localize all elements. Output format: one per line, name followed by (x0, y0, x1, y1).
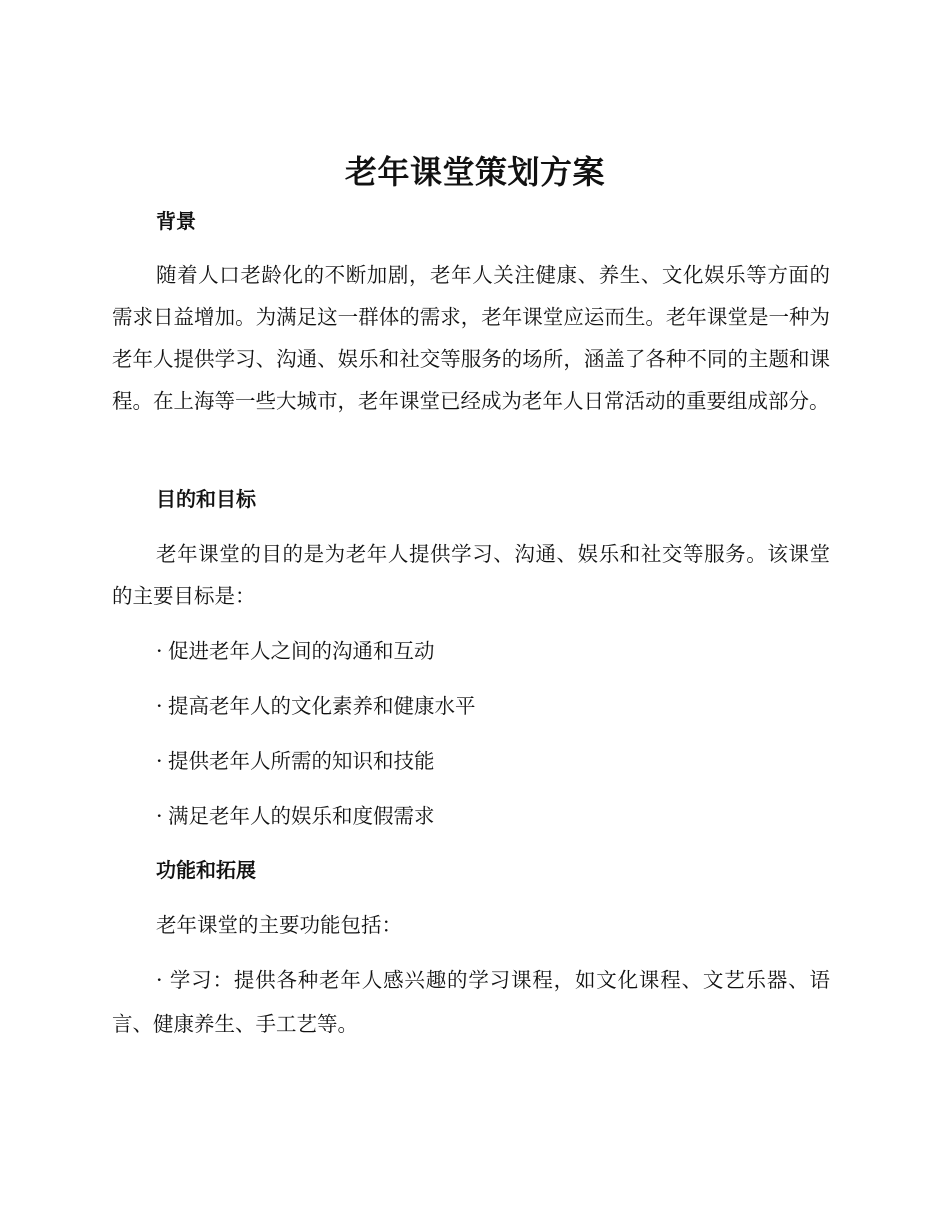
list-item (156, 691, 476, 721)
bullet-glyph: · (156, 694, 163, 718)
list-item (156, 636, 435, 666)
list-item-text: 提高老年人的文化素养和健康水平 (168, 694, 476, 718)
functions-paragraph: 老年课堂的主要功能包括： (156, 913, 402, 937)
list-item-text: 满足老年人的娱乐和度假需求 (168, 804, 435, 828)
section-heading-functions: 功能和拓展 (156, 858, 256, 882)
page-title: 老年课堂策划方案 (344, 153, 605, 191)
list-item (156, 801, 435, 831)
goals-paragraph: 老年课堂的目的是为老年人提供学习、沟通、娱乐和社交等服务。该课堂的主要目标是： (112, 542, 830, 608)
section-heading-background: 背景 (156, 209, 196, 233)
bullet-glyph: · (156, 804, 163, 828)
list-item-text: 提供老年人所需的知识和技能 (168, 749, 435, 773)
bullet-glyph: · (156, 749, 163, 773)
section-heading-goals: 目的和目标 (156, 487, 256, 511)
background-paragraph: 随着人口老龄化的不断加剧，老年人关注健康、养生、文化娱乐等方面的需求日益增加。为满足这一群体的需求，老年课堂应运而生。老年课堂是一种为老年人提供学习、沟通、娱乐和社交等服务的场所，涵盖了各种不同的主题和课程。在上海等一些大城市，老年课堂已经成为老年人日常活动的重要组成部分。 (112, 263, 830, 413)
list-item (156, 746, 435, 776)
functions-list-item: · 学习：提供各种老年人感兴趣的学习课程，如文化课程、文艺乐器、语言、健康养生、手工艺等。 (112, 968, 830, 1036)
list-item-text: 促进老年人之间的沟通和互动 (168, 639, 435, 663)
bullet-glyph: · (156, 639, 163, 663)
